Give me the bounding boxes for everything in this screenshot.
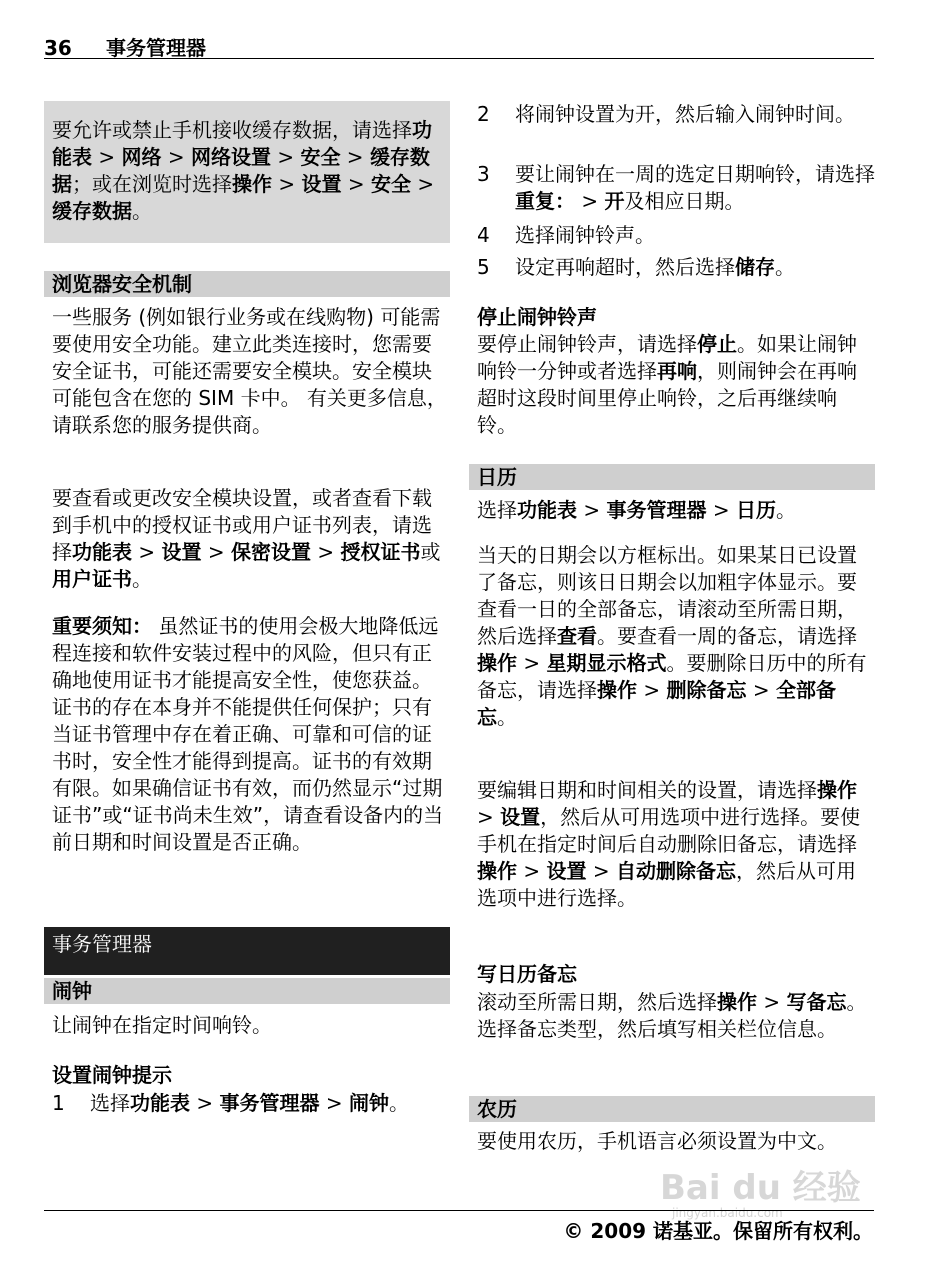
alarm-intro: 让闹钟在指定时间响铃。	[52, 1013, 272, 1037]
menu-term: 设置	[301, 172, 342, 196]
set-alarm-heading: 设置闹钟提示	[52, 1063, 172, 1087]
alarm-step-1	[52, 1090, 450, 1117]
menu-term: 缓存数据	[52, 145, 430, 196]
menu-term: 操作	[597, 678, 637, 702]
calendar-paragraph-2	[477, 542, 875, 731]
text-run: >	[341, 172, 371, 196]
text-run: >	[575, 189, 605, 213]
menu-term: 开	[604, 189, 625, 213]
menu-term: 停止	[697, 332, 737, 356]
text-run: >	[319, 1091, 349, 1115]
text-run: >	[586, 859, 616, 883]
text-run: 要编辑日期和时间相关的设置，请选择	[477, 778, 817, 802]
text-run: 滚动至所需日期，然后选择	[477, 990, 717, 1014]
stop-alarm-heading: 停止闹钟铃声	[477, 305, 597, 329]
text-run: 要让闹钟在一周的选定日期响铃，请选择	[515, 162, 875, 186]
section-calendar: 日历	[469, 464, 875, 490]
page-number: 36	[44, 36, 72, 60]
baidu-watermark-url: jingyan.baidu.com	[672, 1206, 783, 1220]
text-run: 。	[132, 567, 152, 591]
step-number: 5	[477, 255, 490, 279]
menu-term: 重复：	[515, 189, 575, 213]
text-run: 或	[420, 540, 441, 564]
cache-note-box	[44, 101, 450, 243]
menu-term: 事务管理器	[219, 1091, 320, 1115]
text-run: >	[161, 145, 191, 169]
menu-term: 保密设置	[230, 540, 311, 564]
menu-term: 缓存数据	[52, 199, 132, 223]
step-number: 3	[477, 162, 490, 186]
text-run: 选择闹钟铃声。	[515, 223, 655, 247]
text-run: ，则闹钟会在再响超时这段时间里停止响铃，之后再继续响铃。	[477, 359, 857, 437]
text-run: >	[517, 651, 547, 675]
text-run: ，然后从可用选项中进行选择。	[477, 859, 856, 910]
write-note-heading: 写日历备忘	[477, 962, 577, 986]
menu-term: 查看	[557, 624, 597, 648]
subsection-alarm: 闹钟	[44, 978, 450, 1004]
text-run: >	[201, 540, 231, 564]
text-run: >	[92, 145, 122, 169]
text-run: >	[477, 805, 501, 829]
lunar-text: 要使用农历，手机语言必须设置为中文。	[477, 1129, 837, 1153]
step-number: 1	[52, 1091, 65, 1115]
step-text	[90, 1090, 450, 1117]
menu-term: 储存	[735, 255, 775, 279]
menu-term: 功能表	[72, 540, 132, 564]
alarm-step-4	[477, 222, 875, 249]
text-run: >	[746, 678, 776, 702]
menu-term: 功能表	[517, 498, 577, 522]
menu-term: 日历	[735, 498, 776, 522]
menu-term: 全部备忘	[477, 678, 836, 729]
security-paragraph-2	[52, 485, 450, 593]
step-text	[515, 222, 875, 249]
footer-copyright: © 2009 诺基亚。保留所有权利。	[563, 1219, 873, 1243]
menu-term: 网络设置	[190, 145, 271, 169]
menu-term: 功能表	[52, 118, 432, 169]
text-run: ；或在浏览时选择	[72, 172, 232, 196]
menu-term: 写备忘	[786, 990, 847, 1014]
text-run: 设定再响超时，然后选择	[515, 255, 735, 279]
menu-term: 网络	[121, 145, 162, 169]
menu-term: 设置	[546, 859, 587, 883]
important-text: 虽然证书的使用会极大地降低远程连接和软件安装过程中的风险，但只有正确地使用证书才能提高安全性，使您获益。证书的存在本身并不能提供任何保护；只有当证书管理中存在着正确、可靠和可信的证书时，安全性才能得到提高。证书的有效期有限。如果确信证书有效，而仍然显示“过期证书”或“证书尚未生效”，请查看设备内的当前日期和时间设置是否正确。	[52, 614, 444, 854]
page-title: 事务管理器	[106, 36, 206, 60]
write-note-text	[477, 989, 875, 1043]
menu-term: 事务管理器	[606, 498, 707, 522]
text-run: 。选择备忘类型，然后填写相关栏位信息。	[477, 990, 867, 1041]
alarm-step-5	[477, 254, 875, 281]
page-header	[44, 32, 874, 59]
baidu-watermark: Bai du 经验	[660, 1168, 861, 1208]
text-run: 及相应日期。	[624, 189, 745, 213]
menu-term: 功能表	[130, 1091, 190, 1115]
section-browser-security: 浏览器安全机制	[44, 271, 450, 297]
text-run: >	[757, 990, 787, 1014]
security-paragraph-1: 一些服务 (例如银行业务或在线购物) 可能需要使用安全功能。建立此类连接时，您需要安全证书，可能还需要安全模块。安全模块可能包含在您的 SIM 卡中。 有关更多信息，请联系您的服务提供商。	[52, 305, 447, 437]
text-run: 当天的日期会以方框标出。如果某日已设置了备忘，则该日日期会以加粗字体显示。要查看一日的全部备忘，请滚动至所需日期，然后选择	[477, 543, 857, 648]
menu-term: 用户证书	[52, 567, 132, 591]
text-run: 。	[775, 498, 796, 522]
menu-term: 删除备忘	[666, 678, 747, 702]
menu-term: 授权证书	[340, 540, 421, 564]
text-run: >	[310, 540, 341, 564]
text-run: 。如果让闹钟响铃一分钟或者选择	[477, 332, 857, 383]
menu-term: 操作	[232, 172, 272, 196]
menu-term: 再响	[657, 359, 697, 383]
step-number: 2	[477, 102, 490, 126]
menu-term: 操作	[817, 778, 857, 802]
important-label: 重要须知：	[52, 614, 152, 638]
text-run: >	[272, 172, 302, 196]
menu-term: 自动删除备忘	[615, 859, 736, 883]
section-lunar: 农历	[469, 1096, 875, 1122]
important-notice	[52, 613, 450, 856]
text-run: 。要查看一周的备忘，请选择	[597, 624, 857, 648]
calendar-paragraph-3	[477, 777, 875, 912]
menu-term: 设置	[500, 805, 541, 829]
alarm-step-2	[477, 101, 875, 128]
section-organizer: 事务管理器	[44, 927, 450, 975]
step-text	[515, 161, 875, 215]
step-text	[515, 254, 875, 281]
text-run: 将闹钟设置为开，然后输入闹钟时间。	[515, 102, 855, 126]
text-run: >	[190, 1091, 220, 1115]
stop-alarm-text	[477, 331, 875, 439]
text-run: 要停止闹钟铃声，请选择	[477, 332, 697, 356]
menu-term: 闹钟	[348, 1091, 389, 1115]
text-run: >	[517, 859, 547, 883]
text-run: >	[132, 540, 162, 564]
text-run: >	[270, 145, 301, 169]
step-number: 4	[477, 223, 490, 247]
text-run: ，然后从可用选项中进行选择。要使手机在指定时间后自动删除旧备忘，请选择	[477, 805, 861, 856]
text-run: 。	[497, 705, 517, 729]
menu-term: 操作	[717, 990, 757, 1014]
text-run: >	[340, 145, 370, 169]
text-run: >	[706, 498, 736, 522]
menu-term: 星期显示格式	[546, 651, 667, 675]
text-run: 选择	[477, 498, 517, 522]
text-run: 要查看或更改安全模块设置，或者查看下载到手机中的授权证书或用户证书列表，请选择	[52, 486, 432, 564]
text-run: >	[410, 172, 435, 196]
footer-rule	[44, 1210, 874, 1211]
menu-term: 操作	[477, 651, 517, 675]
text-run: 。	[132, 199, 152, 223]
text-run: 。	[388, 1091, 409, 1115]
menu-term: 设置	[161, 540, 202, 564]
menu-term: 安全	[300, 145, 341, 169]
text-run: >	[637, 678, 667, 702]
alarm-step-3	[477, 161, 875, 215]
step-text	[515, 101, 875, 128]
calendar-paragraph-1	[477, 497, 875, 524]
text-run: 。要删除日历中的所有备忘，请选择	[477, 651, 867, 702]
menu-term: 安全	[370, 172, 411, 196]
menu-term: 操作	[477, 859, 517, 883]
cache-note-text	[52, 117, 442, 225]
text-run: 。	[775, 255, 795, 279]
text-run: 要允许或禁止手机接收缓存数据，请选择	[52, 118, 412, 142]
text-run: >	[577, 498, 607, 522]
text-run: 选择	[90, 1091, 130, 1115]
